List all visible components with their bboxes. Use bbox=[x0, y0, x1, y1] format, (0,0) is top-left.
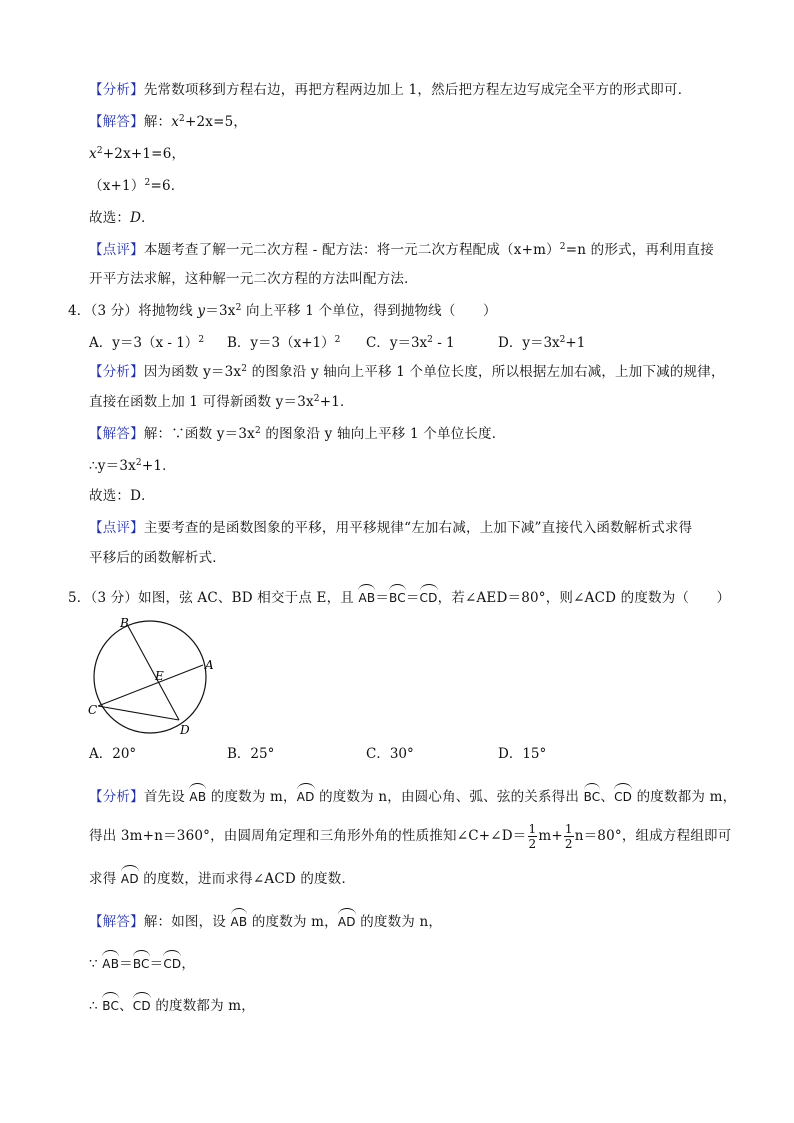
point-e-label: E bbox=[155, 669, 164, 683]
q3-step2-x: x bbox=[89, 146, 97, 162]
q5-because bbox=[89, 952, 195, 973]
q5-stem bbox=[68, 586, 730, 607]
q4-therefore bbox=[89, 457, 176, 475]
analysis-label: 【分析】 bbox=[89, 789, 144, 805]
fraction-half bbox=[528, 822, 538, 851]
q4-stem-mid: ＝3x bbox=[205, 303, 236, 319]
chord-cd bbox=[98, 706, 179, 720]
arc-bc: BC bbox=[389, 586, 406, 607]
q3-review-b: =n 的形式，再利用直接 bbox=[565, 242, 714, 258]
q4-analysis-a: 因为函数 y＝3x bbox=[143, 364, 242, 380]
q4-review-text: 主要考查的是函数图象的平移，用平移规律“左加右减，上加下减”直接代入函数解析式求得 bbox=[143, 520, 693, 536]
frac-den: 2 bbox=[564, 837, 573, 851]
sup-2: 2 bbox=[135, 458, 142, 468]
arc-cd: CD bbox=[133, 994, 151, 1015]
arc-bc: BC bbox=[102, 994, 119, 1015]
sup-2: 2 bbox=[313, 394, 320, 404]
q4-choose: 故选：D． bbox=[89, 488, 155, 504]
q4-stem bbox=[68, 302, 497, 320]
therefore-mid: 、 bbox=[119, 998, 133, 1014]
review-label: 【点评】 bbox=[89, 520, 144, 536]
q4-answer bbox=[89, 425, 505, 443]
arc-cd: CD bbox=[420, 586, 438, 607]
frac-num: 1 bbox=[528, 822, 537, 836]
eq-sign: ＝ bbox=[119, 956, 133, 972]
q4-opt-b-text: B．y＝3（x+1） bbox=[227, 335, 335, 351]
q3-step1-x: x bbox=[171, 114, 180, 130]
arc-ab: AB bbox=[102, 952, 119, 973]
q3-step1-rest: +2x=5， bbox=[184, 114, 248, 130]
fraction-half bbox=[564, 822, 574, 851]
q5-an2-a: 得出 3m+n＝360°，由圆周角定理和三角形外角的性质推知∠C+∠D＝ bbox=[89, 828, 527, 844]
q3-step2 bbox=[89, 145, 185, 163]
q4-option-c[interactable] bbox=[366, 334, 455, 352]
q5-option-d[interactable]: D．15° bbox=[498, 746, 547, 762]
q5-analysis-line2 bbox=[89, 822, 731, 851]
circle bbox=[94, 621, 206, 733]
q4-opt-c-a: C．y＝3x bbox=[366, 335, 428, 351]
q3-choose bbox=[89, 209, 155, 227]
q4-therefore-b: +1． bbox=[141, 458, 176, 474]
q4-opt-c-b: - 1 bbox=[432, 335, 455, 351]
eq-sign: ＝ bbox=[405, 590, 420, 606]
q4-stem-y: y bbox=[197, 303, 206, 319]
q3-answer-lead: 解： bbox=[143, 114, 172, 130]
q4-analysis2-b: +1． bbox=[319, 394, 354, 410]
q3-review-line2: 开平方法求解，这种解一元二次方程的方法叫配方法． bbox=[89, 271, 418, 287]
q3-period: ． bbox=[141, 210, 155, 226]
q4-review-line2: 平移后的函数解析式． bbox=[89, 550, 226, 566]
review-label: 【点评】 bbox=[89, 242, 144, 258]
arc-ab: AB bbox=[358, 586, 375, 607]
answer-label: 【解答】 bbox=[89, 114, 144, 130]
arc-ab: AB bbox=[231, 910, 248, 931]
q4-answer-a: 解：∵函数 y＝3x bbox=[143, 426, 255, 442]
frac-den: 2 bbox=[528, 837, 537, 851]
q5-ans-b: 的度数为 m， bbox=[247, 914, 338, 930]
eq-sign: ＝ bbox=[149, 956, 164, 972]
because-tail: ， bbox=[181, 956, 196, 972]
analysis-label: 【分析】 bbox=[89, 364, 144, 380]
eq-sign: ＝ bbox=[375, 590, 390, 606]
sup-2: 2 bbox=[559, 242, 566, 252]
sup-2: 2 bbox=[235, 303, 242, 313]
analysis-label: 【分析】 bbox=[89, 82, 144, 98]
sup-2: 2 bbox=[241, 364, 248, 374]
q3-step3 bbox=[89, 177, 184, 195]
q4-number: 4．（3 分）将抛物线 bbox=[68, 303, 198, 319]
point-d-label: D bbox=[180, 723, 190, 737]
arc-ab: AB bbox=[189, 785, 206, 806]
q4-analysis-line1 bbox=[89, 363, 725, 381]
sup-2: 2 bbox=[427, 335, 433, 345]
chord-ac bbox=[98, 665, 203, 706]
q4-opt-d-b: +1 bbox=[565, 335, 586, 351]
therefore-tail: 的度数都为 m， bbox=[150, 998, 256, 1014]
q4-therefore-a: ∴y＝3x bbox=[89, 458, 136, 474]
q3-analysis-text: 先常数项移到方程右边，再把方程两边加上 1，然后把方程左边写成完全平方的形式即可． bbox=[143, 82, 692, 98]
chord-bd bbox=[128, 626, 179, 720]
q5-stem-a: 5．（3 分）如图，弦 AC、BD 相交于点 E，且 bbox=[68, 590, 359, 606]
point-b-label: B bbox=[120, 616, 129, 630]
q5-an1-d: 、 bbox=[600, 789, 615, 805]
q3-review-a: 本题考查了解一元二次方程 - 配方法：将一元二次方程配成（x+m） bbox=[143, 242, 560, 258]
q5-an1-c: 的度数为 n，由圆心角、弧、弦的关系得出 bbox=[314, 789, 584, 805]
q3-step2-rest: +2x+1=6， bbox=[102, 146, 186, 162]
q4-analysis-line2 bbox=[89, 393, 354, 411]
q5-stem-b: ，若∠AED＝80°，则∠ACD 的度数为（ ） bbox=[437, 590, 731, 606]
therefore-symbol: ∴ bbox=[89, 998, 103, 1014]
q4-review-line1 bbox=[89, 519, 692, 537]
frac-num: 1 bbox=[564, 822, 573, 836]
q3-review-line1 bbox=[89, 241, 714, 259]
point-c-label: C bbox=[88, 703, 98, 717]
arc-cd: CD bbox=[614, 785, 632, 806]
sup-2: 2 bbox=[334, 335, 341, 345]
arc-ad: AD bbox=[121, 867, 139, 888]
sup-2: 2 bbox=[559, 335, 566, 345]
arc-bc: BC bbox=[133, 952, 150, 973]
q5-an3-a: 求得 bbox=[89, 871, 121, 887]
q3-step3-b: =6． bbox=[150, 178, 185, 194]
arc-ad: AD bbox=[338, 910, 356, 931]
q5-option-b[interactable]: B．25° bbox=[227, 746, 275, 762]
sup-2: 2 bbox=[179, 114, 185, 124]
q5-analysis-line1 bbox=[89, 785, 736, 806]
q4-opt-a-text: A．y＝3（x - 1） bbox=[89, 335, 199, 351]
q5-an2-c: n＝80°，组成方程组即可 bbox=[574, 828, 732, 844]
q5-answer-line1 bbox=[89, 910, 442, 931]
point-a-label: A bbox=[205, 658, 214, 672]
q4-stem-rest: 向上平移 1 个单位，得到抛物线（ ） bbox=[241, 303, 497, 319]
sup-2: 2 bbox=[96, 146, 103, 156]
answer-label: 【解答】 bbox=[89, 914, 144, 930]
because-symbol: ∵ bbox=[89, 956, 103, 972]
q5-an2-b: m+ bbox=[538, 828, 563, 844]
q3-step3-a: （x+1） bbox=[89, 178, 145, 194]
q5-an1-e: 的度数都为 m， bbox=[632, 789, 737, 805]
q5-option-c[interactable]: C．30° bbox=[366, 746, 414, 762]
sup-2: 2 bbox=[144, 178, 151, 188]
q4-answer-b: 的图象沿 y 轴向上平移 1 个单位长度． bbox=[260, 426, 506, 442]
q5-ans-a: 解：如图，设 bbox=[143, 914, 231, 930]
q3-analysis bbox=[89, 81, 691, 99]
q3-answer bbox=[89, 113, 247, 131]
q3-choose-text: 故选： bbox=[89, 210, 131, 226]
q4-option-d[interactable] bbox=[498, 334, 585, 352]
q4-opt-d-a: D．y＝3x bbox=[498, 335, 560, 351]
arc-ad: AD bbox=[297, 785, 315, 806]
arc-cd: CD bbox=[163, 952, 181, 973]
q4-analysis-b: 的图象沿 y 轴向上平移 1 个单位长度，所以根据左加右减，上加下减的规律， bbox=[247, 364, 725, 380]
q4-analysis2-a: 直接在函数上加 1 可得新函数 y＝3x bbox=[89, 394, 314, 410]
q5-option-a[interactable]: A．20° bbox=[89, 746, 137, 762]
answer-label: 【解答】 bbox=[89, 426, 144, 442]
q5-analysis-line3 bbox=[89, 867, 355, 888]
sup-2: 2 bbox=[198, 335, 205, 345]
sup-2: 2 bbox=[254, 426, 261, 436]
q4-option-a[interactable] bbox=[89, 334, 204, 352]
q3-choose-letter: D bbox=[130, 210, 142, 226]
q5-ans-c: 的度数为 n， bbox=[355, 914, 443, 930]
q5-an1-b: 的度数为 m， bbox=[206, 789, 297, 805]
circle-figure bbox=[84, 614, 234, 742]
q5-an1-a: 首先设 bbox=[143, 789, 190, 805]
q4-option-b[interactable] bbox=[227, 334, 340, 352]
arc-bc: BC bbox=[584, 785, 601, 806]
q5-an3-b: 的度数，进而求得∠ACD 的度数． bbox=[138, 871, 356, 887]
q5-therefore bbox=[89, 994, 255, 1015]
